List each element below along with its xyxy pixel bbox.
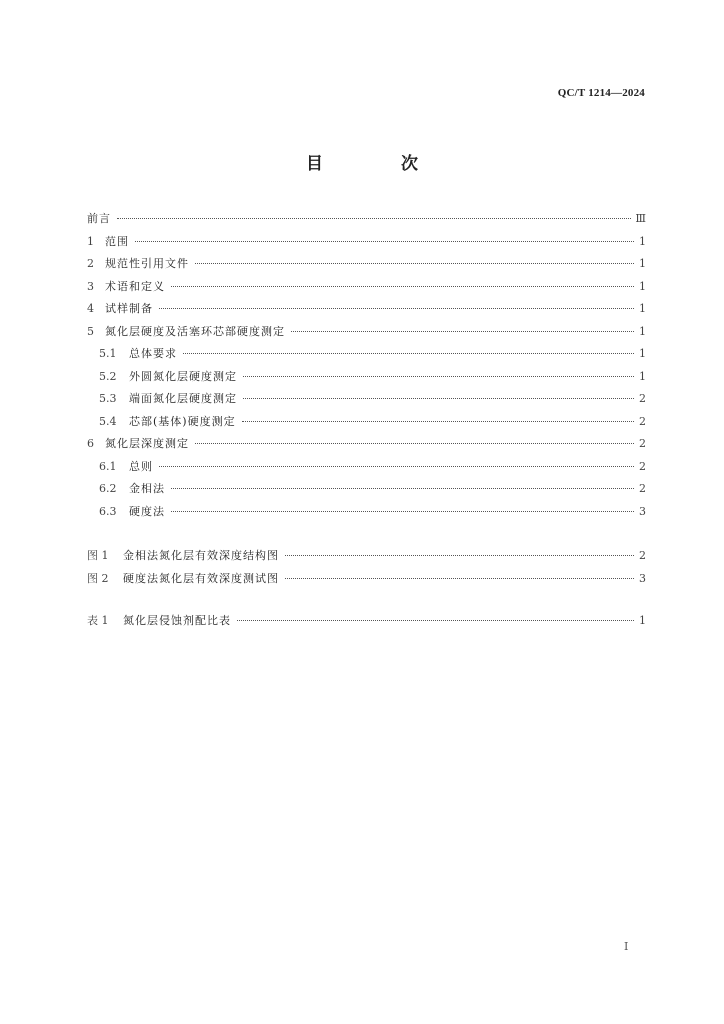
toc-entry-text: 术语和定义 <box>105 279 165 293</box>
toc-entry-1[interactable] <box>87 231 646 254</box>
toc-entry-6-3[interactable] <box>87 501 646 524</box>
toc-entry-page: 1 <box>639 369 646 383</box>
toc-entry-text: 氮化层硬度及活塞环芯部硬度测定 <box>105 324 285 338</box>
toc-entry-text: 规范性引用文件 <box>105 257 189 270</box>
toc-entry-number: 5.1 <box>99 347 117 360</box>
toc-entry-page: 3 <box>639 571 646 585</box>
toc-entry-number: 1 <box>87 234 94 248</box>
toc-entry-6[interactable] <box>87 433 646 456</box>
toc-spacer <box>87 523 646 545</box>
toc-entry-page: 3 <box>639 504 646 518</box>
toc-entry-number: 图 1 <box>87 549 109 562</box>
toc-entry-text: 芯部(基体)硬度测定 <box>129 414 236 428</box>
dot-leader <box>183 353 634 354</box>
toc-entry-page: 1 <box>639 347 646 360</box>
toc-entry-number: 5.3 <box>99 392 117 405</box>
toc-entry-text: 总则 <box>129 459 153 473</box>
toc-entry-page: Ⅲ <box>635 212 646 225</box>
toc-entry-6-2[interactable] <box>87 478 646 501</box>
toc-entry-text: 硬度法 <box>129 504 165 518</box>
toc-entry-number: 5.4 <box>99 414 117 428</box>
toc-entry-text: 总体要求 <box>129 347 177 360</box>
toc-entry-number: 图 2 <box>87 571 109 585</box>
dot-leader <box>291 331 634 332</box>
dot-leader <box>171 488 634 489</box>
toc-entry-text: 金相法 <box>129 482 165 495</box>
standard-code: QC/T 1214—2024 <box>557 87 645 99</box>
toc-entry-number: 5.2 <box>99 369 117 383</box>
toc-entry-page: 1 <box>639 614 646 627</box>
toc-entry-number: 表 1 <box>87 614 109 627</box>
toc-entry-text: 氮化层侵蚀剂配比表 <box>123 614 231 627</box>
dot-leader <box>159 466 634 467</box>
toc-entry-foreword[interactable] <box>87 208 646 231</box>
toc-spacer <box>87 590 646 610</box>
toc-title: 目 次 <box>306 154 454 174</box>
toc-entry-text: 氮化层深度测定 <box>105 437 189 450</box>
table-of-contents <box>87 208 646 633</box>
toc-entry-5-1[interactable] <box>87 343 646 366</box>
toc-entry-page: 2 <box>639 437 646 450</box>
toc-entry-number: 6.3 <box>99 504 117 518</box>
toc-entry-page: 2 <box>639 482 646 495</box>
toc-entry-figure-1[interactable] <box>87 545 646 568</box>
toc-entry-figure-2[interactable] <box>87 568 646 591</box>
toc-entry-5-4[interactable] <box>87 411 646 434</box>
dot-leader <box>243 398 634 399</box>
dot-leader <box>171 511 634 512</box>
toc-entry-text: 外圆氮化层硬度测定 <box>129 369 237 383</box>
dot-leader <box>195 263 634 264</box>
toc-entry-5-3[interactable] <box>87 388 646 411</box>
dot-leader <box>171 286 634 287</box>
toc-entry-table-1[interactable] <box>87 610 646 633</box>
dot-leader <box>117 218 631 219</box>
dot-leader <box>159 308 634 309</box>
toc-entry-5[interactable] <box>87 321 646 344</box>
toc-entry-number: 5 <box>87 324 94 338</box>
toc-entry-page: 1 <box>639 279 646 293</box>
toc-entry-text: 硬度法氮化层有效深度测试图 <box>123 571 279 585</box>
dot-leader <box>135 241 634 242</box>
toc-entry-page: 2 <box>639 392 646 405</box>
toc-entry-page: 1 <box>639 302 646 315</box>
toc-entry-number: 6 <box>87 437 94 450</box>
toc-entry-number: 6.1 <box>99 459 117 473</box>
dot-leader <box>195 443 634 444</box>
toc-entry-text: 试样制备 <box>105 302 153 315</box>
dot-leader <box>237 620 634 621</box>
toc-entry-page: 2 <box>639 459 646 473</box>
dot-leader <box>243 376 634 377</box>
toc-entry-text: 范围 <box>105 234 129 248</box>
toc-entry-3[interactable] <box>87 276 646 299</box>
toc-entry-number: 6.2 <box>99 482 117 495</box>
toc-entry-text: 金相法氮化层有效深度结构图 <box>123 549 279 562</box>
toc-entry-text: 端面氮化层硬度测定 <box>129 392 237 405</box>
toc-entry-page: 1 <box>639 257 646 270</box>
toc-entry-number: 4 <box>87 302 94 315</box>
toc-entry-page: 1 <box>639 234 646 248</box>
toc-entry-4[interactable] <box>87 298 646 321</box>
toc-entry-6-1[interactable] <box>87 456 646 479</box>
toc-entry-number: 2 <box>87 257 94 270</box>
dot-leader <box>285 555 634 556</box>
toc-entry-page: 2 <box>639 549 646 562</box>
toc-entry-5-2[interactable] <box>87 366 646 389</box>
toc-entry-page: 2 <box>639 414 646 428</box>
dot-leader <box>285 578 634 579</box>
toc-entry-text: 前言 <box>87 212 111 225</box>
page-number: Ⅰ <box>624 940 629 953</box>
toc-entry-2[interactable] <box>87 253 646 276</box>
dot-leader <box>242 421 634 422</box>
toc-entry-page: 1 <box>639 324 646 338</box>
toc-entry-number: 3 <box>87 279 94 293</box>
